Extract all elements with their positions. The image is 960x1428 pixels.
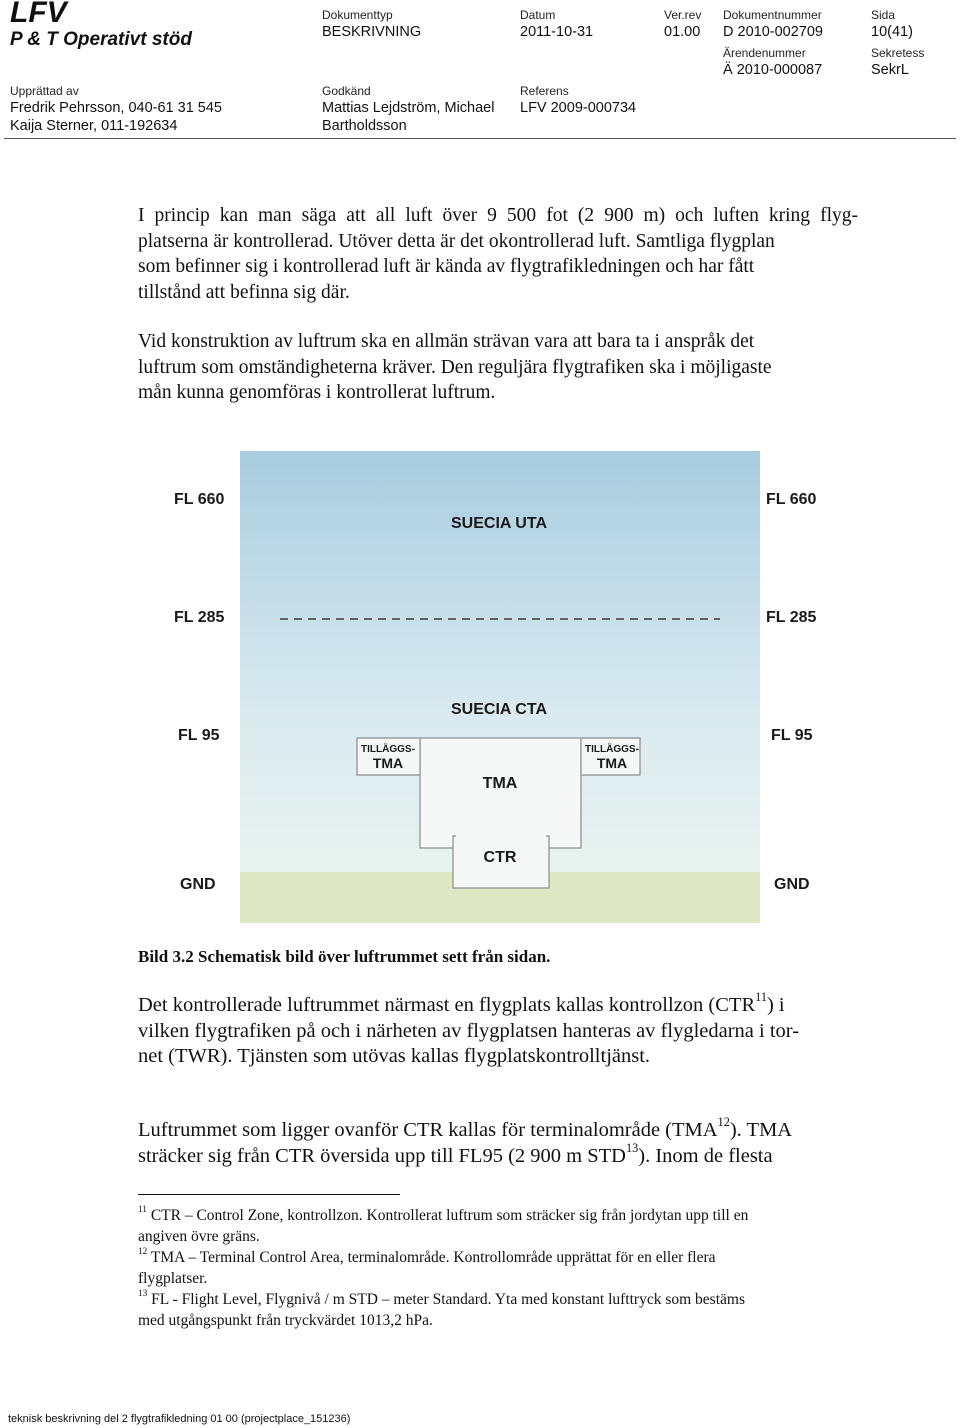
text-segment: ) i	[766, 994, 785, 1016]
upprattad-value-2: Kaija Sterner, 011-192634	[10, 118, 178, 134]
text-line: luftrum som omständigheterna kräver. Den reguljära flygtrafiken ska i möjligaste	[138, 356, 772, 378]
footnote-line: med utgångspunkt från tryckvärdet 1013,2 hPa.	[138, 1311, 433, 1329]
fl95-left-label: FL 95	[178, 727, 220, 744]
suecia-uta-label: SUECIA UTA	[451, 515, 547, 532]
dokumentnummer-value: D 2010-002709	[723, 24, 823, 40]
text-segment: sträcker sig från CTR översida upp till FL95 (2 900 m STD	[138, 1144, 626, 1167]
fl285-left-label: FL 285	[174, 609, 225, 626]
text-line	[138, 1115, 858, 1144]
text-segment: Det kontrollerade luftrummet närmast en flygplats kallas kontrollzon (CTR	[138, 994, 756, 1016]
paragraph-controlled-airspace	[138, 203, 858, 305]
verrev-label: Ver.rev	[664, 8, 702, 22]
airspace-diagram	[174, 451, 817, 923]
paragraph-ctr	[138, 990, 858, 1070]
referens-value: LFV 2009-000734	[520, 100, 637, 116]
header-divider	[4, 138, 956, 139]
footnote-line	[138, 1206, 868, 1227]
fl95-right-label: FL 95	[771, 727, 813, 744]
suecia-cta-label: SUECIA CTA	[451, 701, 547, 718]
text-segment: Luftrummet som ligger ovanför CTR kallas för terminalområde (TMA	[138, 1119, 718, 1141]
airspace-diagram-svg	[174, 451, 817, 923]
text-segment: ). Inom de flesta	[638, 1144, 773, 1167]
text-line: platserna är kontrollerad. Utöver detta är det okontrollerad luft. Samtliga flygplan	[138, 230, 775, 252]
ctr-joint	[456, 835, 546, 839]
text-line: som befinner sig i kontrollerad luft är kända av flygtrafikledningen och har fått	[138, 256, 755, 277]
sida-label: Sida	[871, 8, 896, 22]
datum-value: 2011-10-31	[520, 24, 594, 40]
footnote-separator	[138, 1194, 400, 1195]
arendenummer-value: Ä 2010-000087	[723, 62, 823, 78]
footnote-number: 12	[138, 1247, 148, 1258]
tma-label: TMA	[482, 775, 518, 792]
footnote-12	[138, 1248, 868, 1289]
gnd-right-label: GND	[774, 876, 810, 893]
footnote-number: 13	[138, 1289, 148, 1300]
text-line	[138, 1140, 858, 1170]
sekretess-value: SekrL	[871, 62, 909, 78]
dokumenttyp-label: Dokumenttyp	[322, 8, 393, 22]
fl660-right-label: FL 660	[766, 491, 817, 508]
page-footer: teknisk beskrivning del 2 flygtrafikledning 01 00 (projectplace_151236)	[8, 1413, 351, 1425]
gnd-left-label: GND	[180, 876, 216, 893]
sida-value: 10(41)	[871, 24, 913, 40]
dokumenttyp-value: BESKRIVNING	[322, 24, 422, 40]
sekretess-label: Sekretess	[871, 46, 925, 60]
tillaggs-right-line1: TILLÄGGS-	[585, 744, 639, 755]
godkand-value-2: Bartholdsson	[322, 118, 407, 134]
text-line: Vid konstruktion av luftrum ska en allmän strävan vara att bara ta i anspråk det	[138, 331, 755, 352]
text-segment: ). TMA	[729, 1119, 793, 1141]
godkand-value-1: Mattias Lejdström, Michael	[322, 100, 495, 116]
referens-label: Referens	[520, 84, 569, 98]
fl660-left-label: FL 660	[174, 491, 225, 508]
footnote-line	[138, 1290, 868, 1311]
footnote-ref-13: 13	[625, 1140, 639, 1155]
text-line: mån kunna genomföras i kontrollerat luftrum.	[138, 382, 496, 403]
arendenummer-label: Ärendenummer	[723, 46, 806, 60]
text-line	[138, 990, 858, 1019]
footnote-13	[138, 1290, 868, 1331]
paragraph-airspace-design	[138, 329, 858, 406]
text-line: net (TWR). Tjänsten som utövas kallas flygplatskontrolltjänst.	[138, 1045, 651, 1067]
verrev-value: 01.00	[664, 24, 701, 40]
paragraph-tma	[138, 1115, 858, 1169]
text-line: tillstånd att befinna sig där.	[138, 281, 350, 303]
tma-box	[420, 738, 581, 848]
footnote-number: 11	[138, 1205, 147, 1216]
footnote-ref-12: 12	[717, 1115, 730, 1130]
footnote-line: flygplatser.	[138, 1269, 208, 1287]
footnote-text: FL - Flight Level, Flygnivå / m STD – meter Standard. Yta med konstant lufttryck som bestäms	[151, 1291, 745, 1308]
text-line: I princip kan man säga att all luft över 9 500 fot (2 900 m) och luften kring flyg-	[138, 205, 858, 226]
department-name: P & T Operativt stöd	[10, 29, 192, 50]
tillaggs-right-line2: TMA	[596, 755, 628, 771]
footnote-11	[138, 1206, 868, 1247]
upprattad-label: Upprättad av	[10, 84, 79, 98]
ctr-label: CTR	[483, 849, 517, 866]
footnote-text: CTR – Control Zone, kontrollzon. Kontrollerat luftrum som sträcker sig från jordytan upp till en	[150, 1207, 749, 1224]
footnote-ref-11: 11	[755, 990, 767, 1005]
tillaggs-left-line1: TILLÄGGS-	[361, 744, 415, 755]
text-line: vilken flygtrafiken på och i närheten av flygplatsen hanteras av flygledarna i tor-	[138, 1019, 800, 1042]
fl285-right-label: FL 285	[766, 609, 817, 626]
upprattad-value-1: Fredrik Pehrsson, 040-61 31 545	[10, 100, 222, 116]
datum-label: Datum	[520, 8, 556, 22]
tillaggs-left-line2: TMA	[372, 755, 404, 771]
footnote-line: angiven övre gräns.	[138, 1227, 260, 1245]
godkand-label: Godkänd	[322, 84, 371, 98]
footnote-text: TMA – Terminal Control Area, terminalområde. Kontrollområde upprättat för en eller flera	[150, 1249, 716, 1266]
logo: LFV	[10, 0, 67, 29]
dokumentnummer-label: Dokumentnummer	[723, 8, 822, 22]
figure-caption: Bild 3.2 Schematisk bild över luftrummet sett från sidan.	[138, 947, 551, 966]
footnote-line	[138, 1248, 868, 1269]
